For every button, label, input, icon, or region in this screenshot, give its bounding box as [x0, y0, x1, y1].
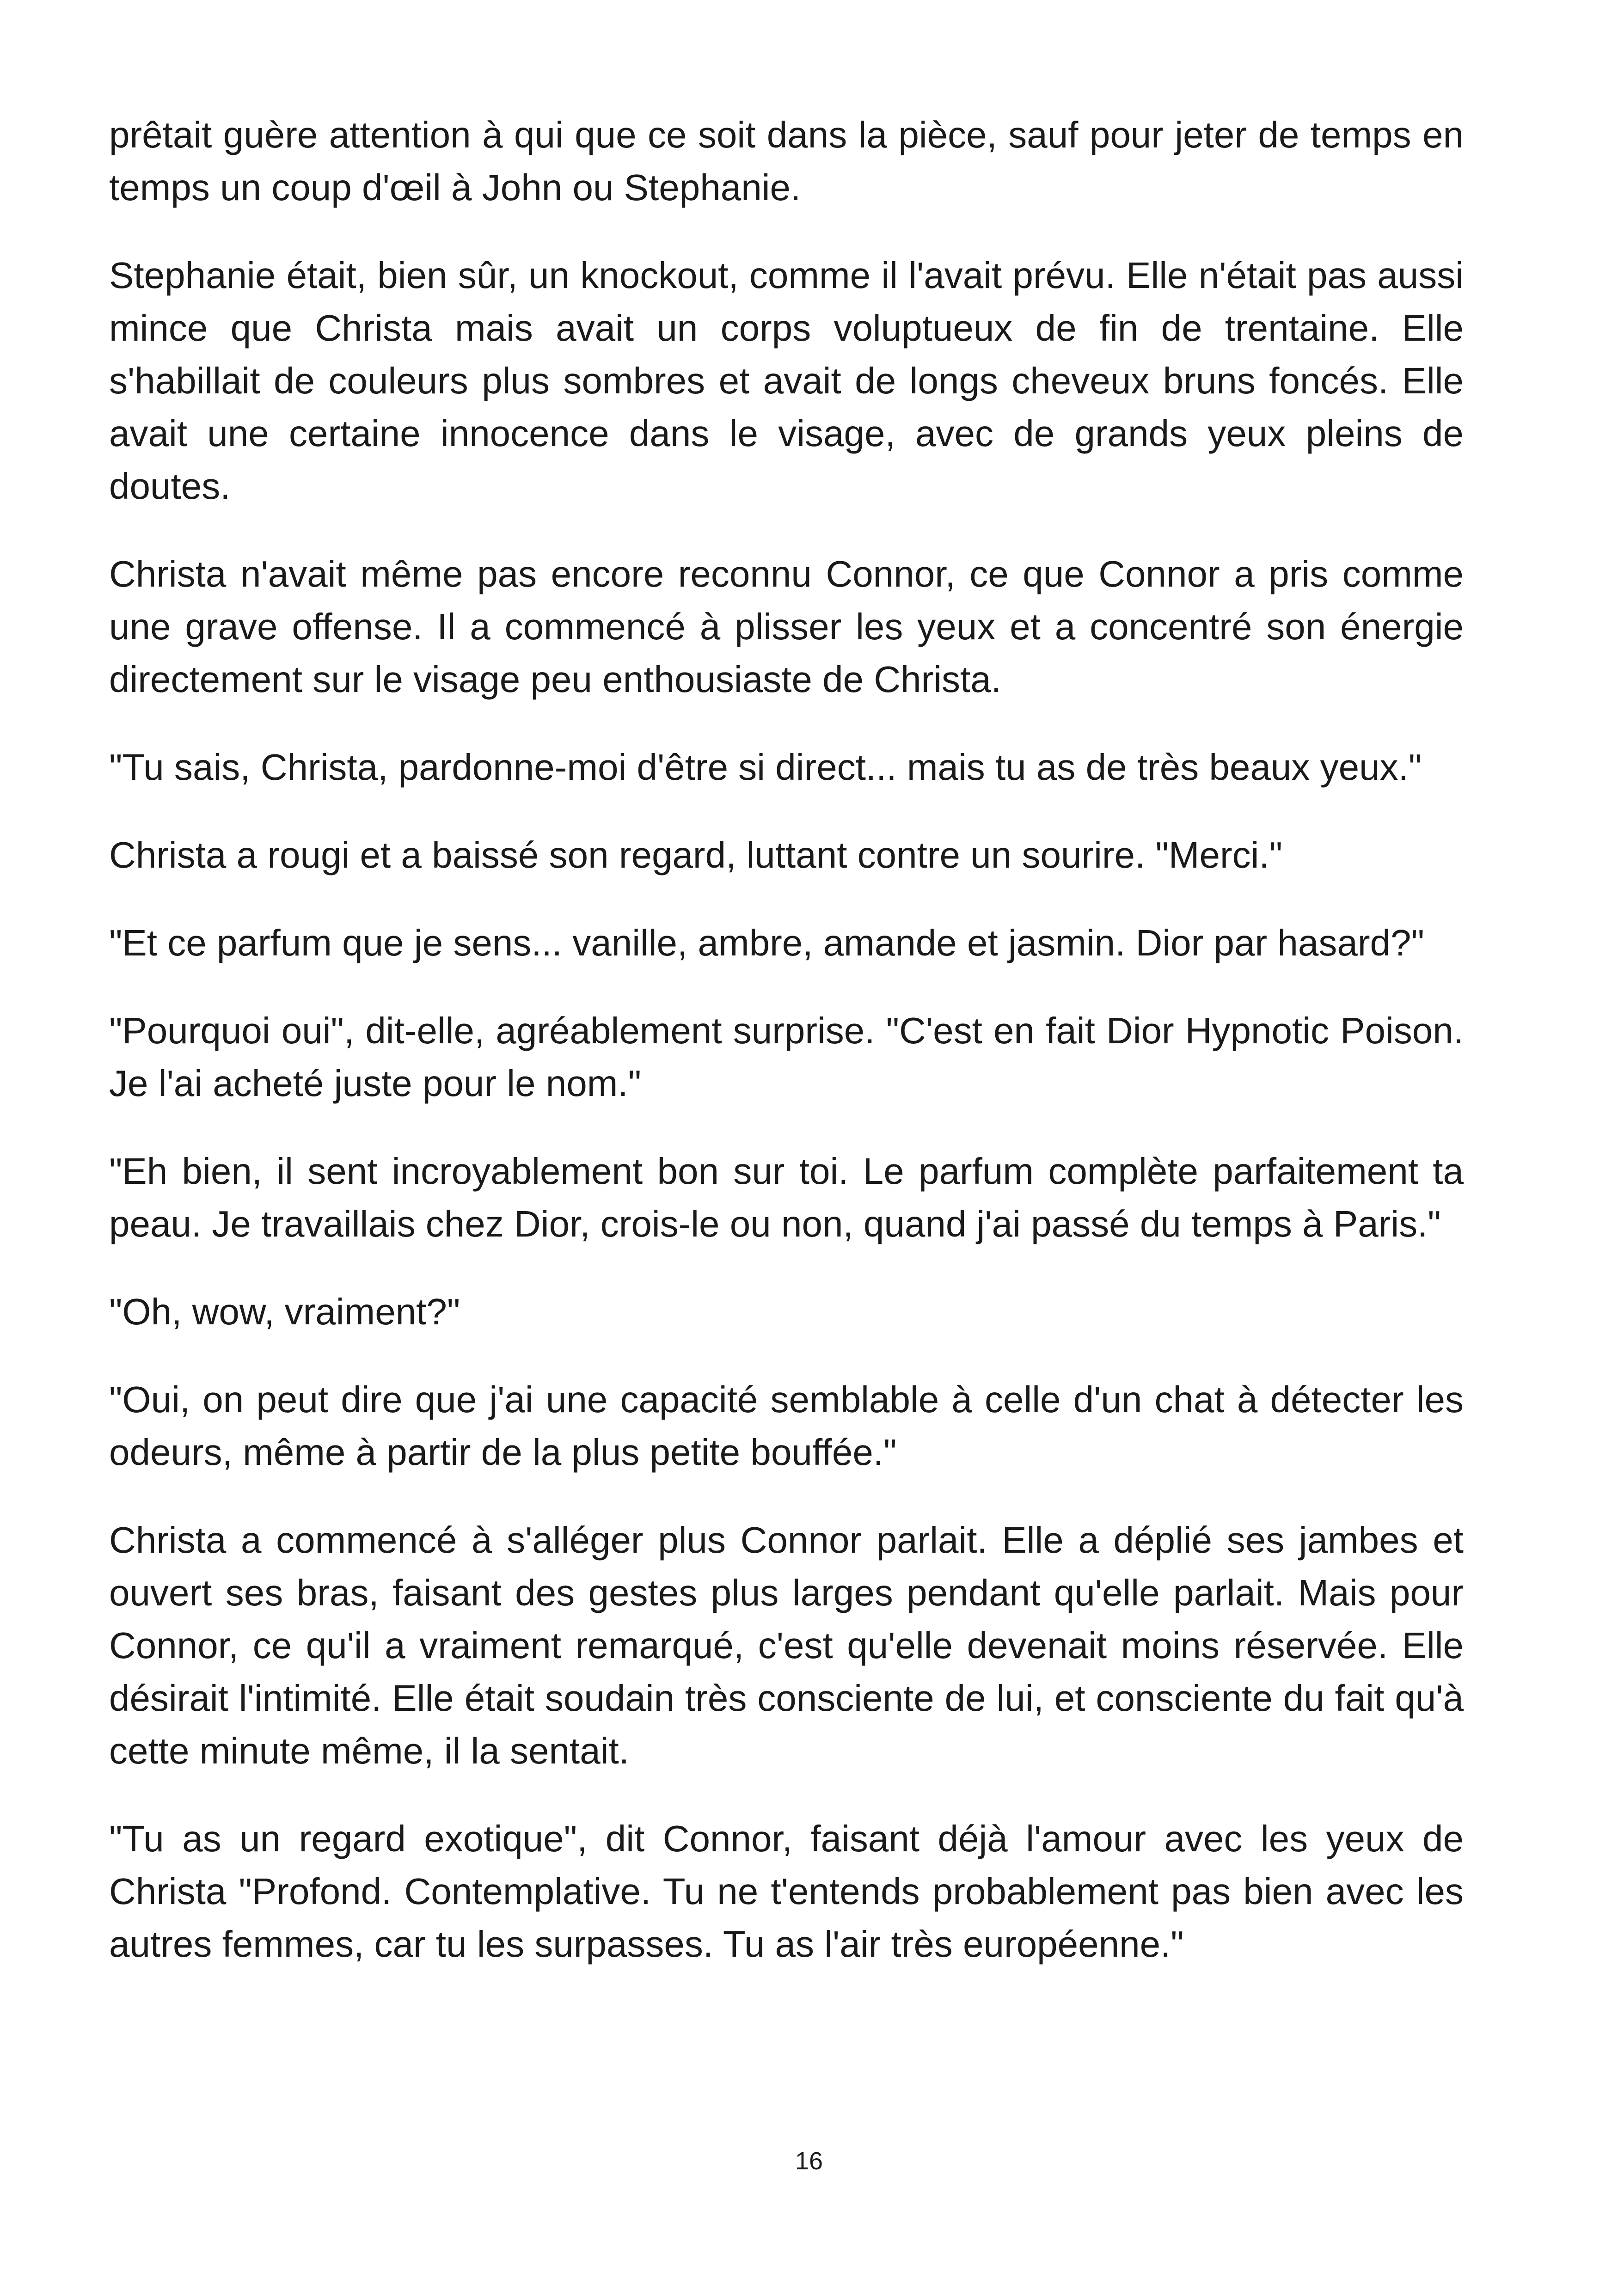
paragraph-7: "Pourquoi oui", dit-elle, agréablement surprise. "C'est en fait Dior Hypnotic Poison. Je l'ai acheté juste pour le nom." [109, 1010, 1464, 1104]
paragraph-8: "Eh bien, il sent incroyablement bon sur toi. Le parfum complète parfaitement ta peau. Je travaillais chez Dior, crois-le ou non, quand j'ai passé du temps à Paris." [109, 1151, 1464, 1244]
paragraph-5: Christa a rougi et a baissé son regard, luttant contre un sourire. "Merci." [109, 834, 1283, 876]
paragraph-9: "Oh, wow, vraiment?" [109, 1291, 460, 1332]
paragraph-1: prêtait guère attention à qui que ce soit dans la pièce, sauf pour jeter de temps en temps un coup d'œil à John ou Stephanie. [109, 114, 1464, 208]
paragraph-11: Christa a commencé à s'alléger plus Connor parlait. Elle a déplié ses jambes et ouvert ses bras, faisant des gestes plus larges pendant qu'elle parlait. Mais pour Connor, ce qu'il a vraiment remarqué, c'est qu'elle devenait moins réservée. Elle désirait l'intimité. Elle était soudain très consciente de lui, et consciente du fait qu'à cette minute même, il la sentait. [109, 1519, 1464, 1771]
paragraph-2: Stephanie était, bien sûr, un knockout, comme il l'avait prévu. Elle n'était pas aussi mince que Christa mais avait un corps voluptueux de fin de trentaine. Elle s'habillait de couleurs plus sombres et avait de longs cheveux bruns foncés. Elle avait une certaine innocence dans le visage, avec de grands yeux pleins de doutes. [109, 255, 1464, 507]
paragraph-10: "Oui, on peut dire que j'ai une capacité semblable à celle d'un chat à détecter les odeurs, même à partir de la plus petite bouffée." [109, 1379, 1464, 1473]
paragraph-4: "Tu sais, Christa, pardonne-moi d'être si direct... mais tu as de très beaux yeux." [109, 747, 1422, 788]
page-number: 16 [795, 2147, 823, 2175]
paragraph-12: "Tu as un regard exotique", dit Connor, faisant déjà l'amour avec les yeux de Christa "Profond. Contemplative. Tu ne t'entends probablement pas bien avec les autres femmes, car tu les surpasses. Tu as l'air très européenne." [109, 1818, 1464, 1965]
paragraph-6: "Et ce parfum que je sens... vanille, ambre, amande et jasmin. Dior par hasard?" [109, 922, 1424, 963]
paragraph-3: Christa n'avait même pas encore reconnu Connor, ce que Connor a pris comme une grave offense. Il a commencé à plisser les yeux et a concentré son énergie directement sur le visage peu enthousiaste de Christa. [109, 553, 1464, 700]
body-text [109, 109, 1464, 2006]
